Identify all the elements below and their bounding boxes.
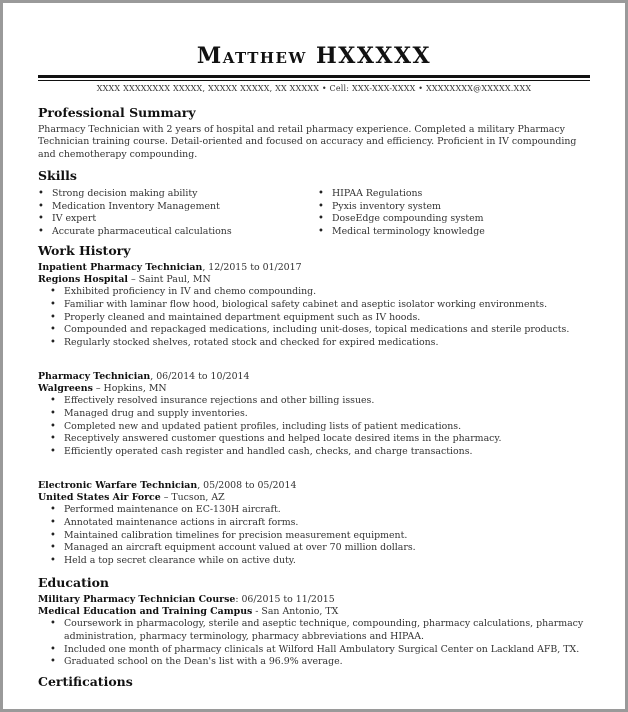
employer-location: – Tucson, AZ	[160, 492, 225, 504]
education-dates: : 06/2015 to 11/2015	[235, 594, 335, 606]
job-entry	[38, 480, 590, 568]
skills-list-right	[318, 188, 578, 239]
job-dates: , 12/2015 to 01/2017	[202, 262, 302, 274]
job-dates: , 05/2008 to 05/2014	[197, 480, 297, 492]
employer-line	[38, 274, 590, 286]
skills-columns	[38, 188, 590, 239]
job-bullets	[38, 286, 590, 350]
skill-item: • Medical terminology knowledge	[318, 226, 578, 239]
job-bullet: • Regularly stocked shelves, rotated stock and checked for expired medications.	[50, 337, 590, 350]
education-bullet: • Coursework in pharmacology, sterile and aseptic technique, compounding, pharmacy calculations, pharmacy administration, pharmacy terminology, pharmacy abbreviations and HIPAA.	[50, 618, 590, 644]
education-title-line	[38, 594, 590, 606]
summary-section	[38, 104, 590, 161]
employer-name: United States Air Force	[38, 492, 161, 504]
certifications-section	[38, 673, 590, 691]
employer-location: – Hopkins, MN	[92, 383, 167, 395]
job-dates: , 06/2014 to 10/2014	[150, 371, 250, 383]
skill-item: • Accurate pharmaceutical calculations	[38, 226, 318, 239]
education-bullet: • Graduated school on the Dean's list with a 96.9% average.	[50, 656, 590, 669]
job-title-line	[38, 262, 590, 274]
job-bullet: • Effectively resolved insurance rejections and other billing issues.	[50, 395, 590, 408]
job-bullet: • Familiar with laminar flow hood, biological safety cabinet and aseptic isolator working environments.	[50, 299, 590, 312]
school-line	[38, 606, 590, 618]
job-title-line	[38, 480, 590, 492]
header-rule-thin	[38, 80, 590, 81]
job-bullets	[38, 395, 590, 459]
job-bullet: • Completed new and updated patient profiles, including lists of patient medications.	[50, 421, 590, 434]
job-entry	[38, 371, 590, 459]
certifications-heading: Certifications	[38, 674, 133, 690]
skills-section	[38, 167, 590, 239]
summary-heading: Professional Summary	[38, 105, 196, 120]
job-title: Pharmacy Technician	[38, 371, 151, 383]
job-bullet: • Efficiently operated cash register and handled cash, checks, and charge transactions.	[50, 446, 590, 459]
skills-heading: Skills	[38, 167, 77, 183]
resume-content	[38, 104, 590, 691]
skill-item: • IV expert	[38, 213, 318, 226]
job-bullet: • Annotated maintenance actions in aircraft forms.	[50, 517, 590, 530]
school-location: - San Antonio, TX	[252, 606, 339, 618]
job-bullets	[38, 504, 590, 568]
skill-item: • Pyxis inventory system	[318, 201, 578, 214]
employer-name: Walgreens	[38, 383, 93, 395]
job-bullet: • Performed maintenance on EC-130H aircraft.	[50, 504, 590, 517]
job-title: Inpatient Pharmacy Technician	[38, 262, 203, 274]
skill-item: • Medication Inventory Management	[38, 201, 318, 214]
job-title: Electronic Warfare Technician	[38, 480, 198, 492]
job-entry	[38, 262, 590, 350]
candidate-name: Matthew HXXXXX	[196, 43, 432, 69]
education-bullet: • Included one month of pharmacy clinicals at Wilford Hall Ambulatory Surgical Center on Lackland AFB, TX.	[50, 644, 590, 657]
employer-location: – Saint Paul, MN	[127, 274, 211, 286]
header-rule-thick	[38, 75, 590, 78]
job-bullet: • Maintained calibration timelines for precision measurement equipment.	[50, 530, 590, 543]
contact-line: XXXX XXXXXXXX XXXXX, XXXXX XXXXX, XX XXXXX • Cell: XXX-XXX-XXXX • XXXXXXXX@XXXXX.XXX	[96, 84, 532, 93]
education-section	[38, 574, 590, 669]
work-history-section	[38, 242, 590, 568]
skill-item: • Strong decision making ability	[38, 188, 318, 201]
education-heading: Education	[38, 575, 110, 591]
skill-item: • HIPAA Regulations	[318, 188, 578, 201]
job-bullet: • Receptively answered customer questions and helped locate desired items in the pharmacy.	[50, 433, 590, 446]
work-history-heading: Work History	[38, 243, 131, 259]
job-bullet: • Held a top secret clearance while on active duty.	[50, 555, 590, 568]
school-name: Medical Education and Training Campus	[38, 606, 253, 618]
employer-name: Regions Hospital	[38, 274, 128, 286]
skills-list-left	[38, 188, 318, 239]
employer-line	[38, 492, 590, 504]
job-title-line	[38, 371, 590, 383]
job-bullet: • Properly cleaned and maintained department equipment such as IV hoods.	[50, 312, 590, 325]
education-title: Military Pharmacy Technician Course	[38, 594, 236, 606]
job-bullet: • Compounded and repackaged medications, including unit-doses, topical medications and sterile products.	[50, 324, 590, 337]
job-bullet: • Managed an aircraft equipment account valued at over 70 million dollars.	[50, 542, 590, 555]
job-bullet: • Exhibited proficiency in IV and chemo compounding.	[50, 286, 590, 299]
job-bullet: • Managed drug and supply inventories.	[50, 408, 590, 421]
education-bullets	[38, 618, 590, 669]
skill-item: • DoseEdge compounding system	[318, 213, 578, 226]
employer-line	[38, 383, 590, 395]
summary-text: Pharmacy Technician with 2 years of hospital and retail pharmacy experience. Completed a military Pharmacy Technician training course. Detail-oriented and focused on accuracy and efficiency. Proficient in IV compounding and chemotherapy compounding.	[38, 124, 577, 160]
